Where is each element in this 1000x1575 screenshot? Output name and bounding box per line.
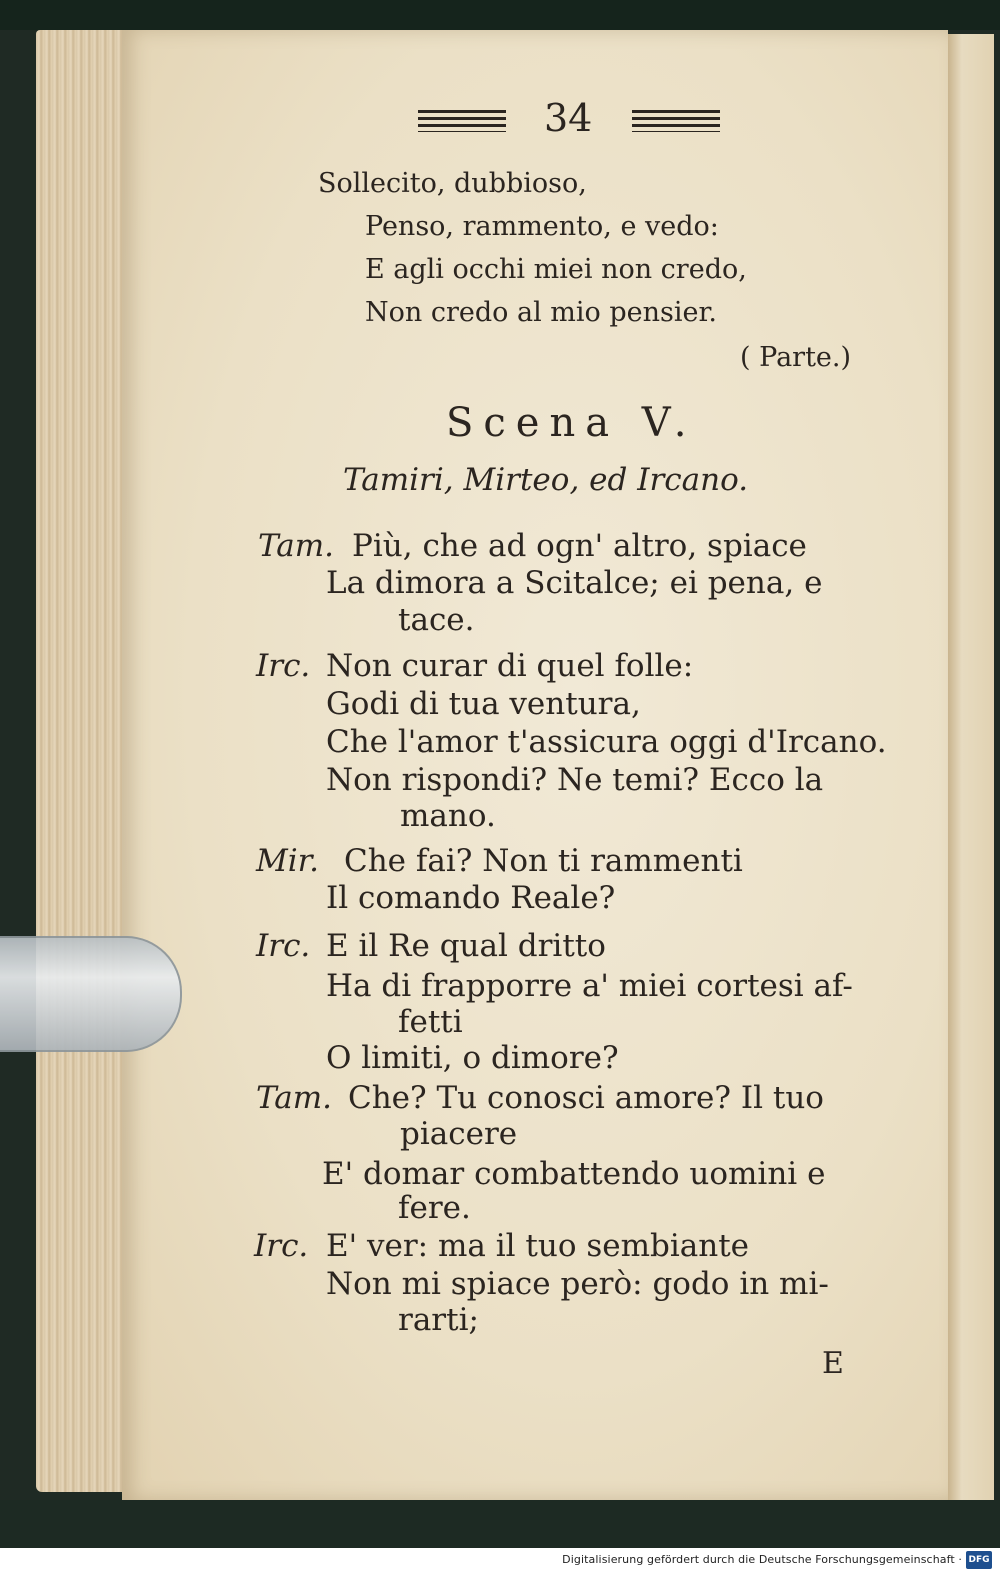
speaker-label: Irc. [256, 928, 311, 964]
verse-line: O limiti, o dimore? [326, 1040, 619, 1076]
page-header [412, 96, 722, 152]
background-top [0, 0, 1000, 30]
scene-characters: Tamiri, Mirteo, ed Ircano. [343, 462, 749, 498]
verse-line: fere. [398, 1190, 471, 1226]
decorative-rule [418, 110, 506, 132]
verse-line: tace. [398, 602, 475, 638]
decorative-rule [632, 110, 720, 132]
catchword: E [822, 1346, 844, 1381]
verse-line: Che l'amor t'assicura oggi d'Ircano. [326, 724, 887, 760]
verse-line: Non mi spiace però: godo in mi- [326, 1266, 829, 1302]
speaker-label: Tam. [258, 528, 335, 564]
next-page-edge [948, 34, 994, 1500]
speaker-label: Irc. [256, 648, 311, 684]
verse-line: E' domar combattendo uomini e [322, 1156, 826, 1192]
aria-line: E agli occhi miei non credo, [365, 254, 747, 285]
dfg-logo-icon: DFG [966, 1551, 992, 1569]
speaker-label: Mir. [256, 843, 319, 879]
verse-line: Non rispondi? Ne temi? Ecco la [326, 762, 824, 798]
footer-credit: Digitalisierung gefördert durch die Deutsche Forschungsgemeinschaft · [562, 1553, 962, 1566]
stage-direction: ( Parte.) [740, 342, 852, 373]
verse-line: Non curar di quel folle: [326, 648, 694, 684]
verse-line: La dimora a Scitalce; ei pena, e [326, 565, 823, 601]
verse-line: rarti; [398, 1302, 479, 1338]
aria-line: Penso, rammento, e vedo: [365, 211, 719, 242]
verse-line: E' ver: ma il tuo sembiante [326, 1228, 749, 1264]
verse-line: fetti [398, 1004, 463, 1040]
page-holder-clip [0, 936, 182, 1052]
verse-line: piacere [400, 1116, 518, 1152]
verse-line: Che? Tu conosci amore? Il tuo [348, 1080, 824, 1116]
scene-title: Scena V. [446, 400, 697, 446]
speaker-label: Tam. [256, 1080, 333, 1116]
verse-line: Più, che ad ogn' altro, spiace [352, 528, 807, 564]
verse-line: Godi di tua ventura, [326, 686, 641, 722]
page-stack-edge [36, 30, 130, 1492]
verse-line: Che fai? Non ti rammenti [344, 843, 743, 879]
verse-line: E il Re qual dritto [326, 928, 606, 964]
aria-line: Non credo al mio pensier. [365, 297, 718, 328]
verse-line: Ha di frapporre a' miei cortesi af- [326, 968, 853, 1004]
speaker-label: Irc. [254, 1228, 309, 1264]
background-bottom [0, 1500, 1000, 1548]
verse-line: mano. [400, 798, 496, 834]
page-number: 34 [544, 96, 593, 140]
verse-line: Il comando Reale? [326, 880, 616, 916]
aria-line: Sollecito, dubbioso, [318, 168, 587, 199]
